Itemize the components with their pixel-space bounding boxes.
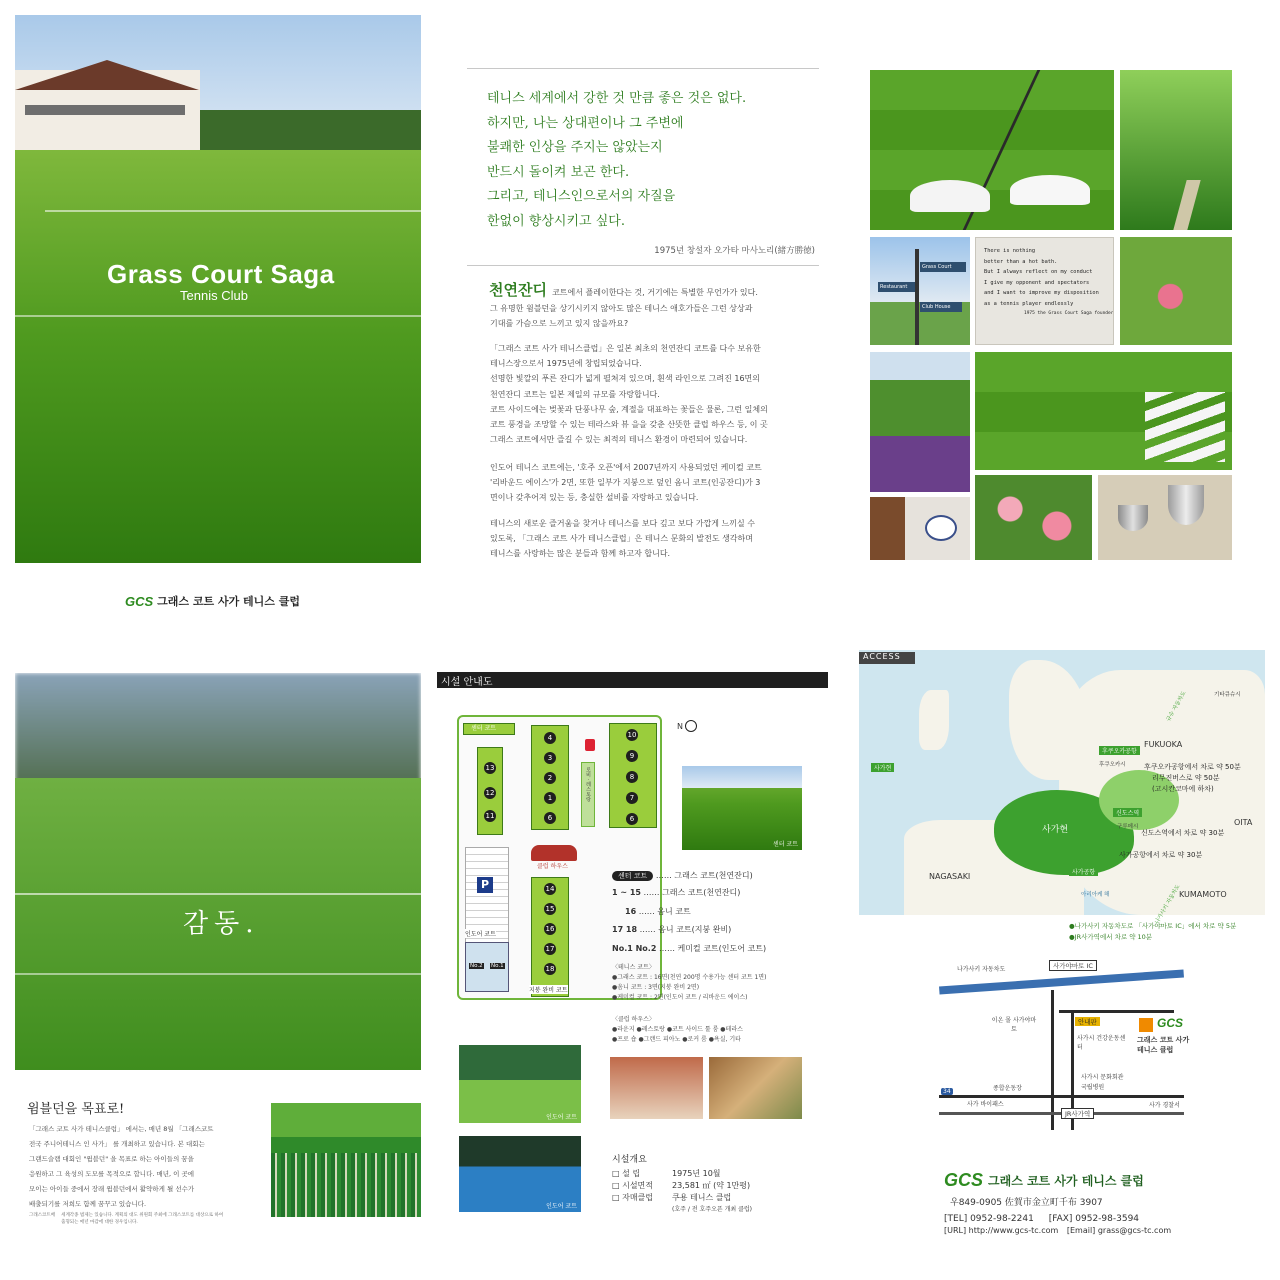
facility-header: 시설 안내도 xyxy=(437,672,828,688)
cover-logo xyxy=(125,593,300,609)
intro-paragraph-1: 「그래스 코트 사가 테니스클럽」은 일본 최초의 천연잔디 코트를 다수 보유한 테니스장으로서 1975년에 창립되었습니다. 선명한 빛깔의 푸른 잔디가 넓게 펼쳐져 있으며, 흰색 라인으로 그려진 16면의 천연잔디 코트는 일본 제일의 규모를 자랑합니다. 코트 사이드에는 벚꽃과 단풍나무 숲, 계절을 대표하는 꽃들은 물론, 그런 일체의 코트 풍경을 조망할 수 있는 테라스와 뷰 을을 갖춘 산뜻한 클럽 하우스 등, 이 곳 그래스 코트에서만 즐길 수 있는 최적의 테니스 환경이 마련되어 있습니다. xyxy=(490,344,768,445)
courts-group-d xyxy=(531,877,569,997)
legend-center-court: 센터 코트 …… 그래스 코트(천연잔디) xyxy=(612,870,753,881)
indoor-court-photo: 인도어 코트 xyxy=(459,1045,581,1123)
access-map: ACCESS FUKUOKA OITA NAGASAKI KUMAMOTO 사가현 사가현 기타큐슈시 규슈 자동차도 후쿠오카공항 후쿠오카시 신도스역 구루메시 사가공항 아리아케 해 나가사키 자동차도 후쿠오카공항에서 차로 약 50분 리무진버스로 약 50분 (고시칸코마에 하차) 신도스역에서 차로 약 30분 사가공항에서 차로 약 30분 xyxy=(859,650,1265,915)
teacup-photo xyxy=(870,497,970,560)
legend-chemical-court: No.1 No.2 …… 케미컬 코트(인도어 코트) xyxy=(612,944,767,953)
blurred-court-photo xyxy=(15,673,421,1070)
gcs-logo-footer-icon: GCS xyxy=(944,1170,984,1190)
wimbledon-heading: 윔블던을 목표로! xyxy=(27,1102,125,1117)
local-map: 나가사키 자동차도 사가야마토 IC 이온 몰 사가야마토 안내판 사가시 건강운동센터 사가시 문화회관 국립병원 종합운동장 사가 바이패스 사가 경찰서 JR사가역 34 GCS 그래스 코트 사가 테니스 클럽 xyxy=(939,950,1184,1135)
access-bottom-notes: ●나가사키 자동차도로 「사가야마토 IC」에서 차로 약 5분 ●JR사가역에서 차로 약 10분 xyxy=(1069,922,1237,941)
tennis-court-info: 〈테니스 코트〉 ●그래스 코트 : 16면(천연 200명 수용가능 센터 코트 1면) ●옴니 코트 : 3면(지붕 완비 2면) ●케미컬 코트 : 2면(인도어 코트 / 리바운드 에이스) xyxy=(612,964,767,1001)
cover-subtitle: Tennis Club xyxy=(180,288,248,303)
route-notes: 후쿠오카공항에서 차로 약 50분 리무진버스로 약 50분 (고시칸코마에 하차) xyxy=(1144,763,1241,793)
overview-table: □ 설 립 1975년 10월 □ 시설면적 23,581 ㎡ (약 1만평) □ 자매클럽 쿠용 테니스 클럽 (호주 / 전 호주오픈 개최 클럽) xyxy=(612,1169,752,1213)
intro-paragraph-3: 테니스의 새로운 즐거움을 찾거나 테니스를 보다 깊고 보다 가깝게 느끼실 수 있도록, 「그래스 코트 사가 테니스클럽」은 테니스 문화의 발전도 생각하며 테니스를 사랑하는 많은 분들과 함께 하고자 합니다. xyxy=(490,519,755,559)
legend-covered-omni: 17 18 …… 옴니 코트(지붕 완비) xyxy=(612,925,732,934)
club-url-link[interactable]: [URL] http://www.gcs-tc.com xyxy=(944,1226,1059,1235)
access-panel xyxy=(859,650,1265,1265)
cover-club-name: 그래스 코트 사가 테니스 클럽 xyxy=(157,595,301,608)
emotion-panel xyxy=(15,650,421,1265)
mural-photo xyxy=(709,1057,802,1119)
clubhouse-building xyxy=(15,70,200,150)
trophy-photo xyxy=(1098,475,1232,560)
center-court-photo: 센터 코트 xyxy=(682,766,802,850)
parasol-court-photo xyxy=(975,352,1232,470)
legend-grass-courts: 1 ~ 15 …… 그래스 코트(천연잔디) xyxy=(612,888,741,897)
intro-panel xyxy=(437,15,843,630)
flower-photo xyxy=(1120,237,1232,345)
site-map: 센터 코트 13 12 11 4 3 2 1 6 로비 · 레스토랑 10 9 8 7 6 클럽 하우스 P 14 15 16 17 18 지붕 완비 코트 No.2 No.1 인도어 코트 xyxy=(457,715,662,1000)
quote-board-photo: There is nothing better than a hot bath. But I always reflect on my conduct I give my opponent and spectators and I want to improve my disposition as a tennis player endlessly 1975 the Grass Court Saga founder xyxy=(975,237,1114,345)
legend-omni-court: 16 …… 옴니 코트 xyxy=(625,907,691,916)
access-header: ACCESS xyxy=(859,652,915,664)
photo-collage-panel xyxy=(859,15,1265,630)
roses-photo xyxy=(975,475,1092,560)
access-footer: GCS 그래스 코트 사가 테니스 클럽 우849-0905 佐賀市金立町千布 3907 [TEL] 0952-98-2241 [FAX] 0952-98-3594 [URL] http://www.gcs-tc.com [Email] grass@gcs-tc.com xyxy=(944,1170,1172,1235)
tree-path-photo xyxy=(1120,70,1232,230)
court-photo-aerial xyxy=(870,70,1114,230)
wimbledon-text: 「그래스 코트 사가 테니스클럽」 에서는, 매년 8월 「그래스코트 전국 주니어테니스 인 사가」 를 개최하고 있습니다. 본 대회는 그랜드슬램 대회인 "윔블던" 을 목표로 하는 아이들의 꿈을 응원하고 그 육성의 도모를 목적으로 합니다. 매년, 이 곳에 모이는 아이들 중에서 장래 윔블던에서 활약하게 될 선수가 배출되기를 저희도 함께 꿈꾸고 있습니다. xyxy=(29,1125,214,1208)
intro-lead: 그 유명한 윔블던을 상기시키지 않아도 많은 테니스 애호가들은 그런 상상과 기대를 가슴으로 느끼고 있지 않을까요? xyxy=(490,304,753,328)
intro-heading: 천연잔디 코트에서 플레이한다는 것, 거기에는 특별한 무언가가 있다. xyxy=(489,281,758,299)
club-marker-icon xyxy=(1139,1018,1153,1032)
quote-author: 1975년 창설자 오가타 마사노리(緒方勝徳) xyxy=(654,246,815,256)
lobby-strip: 로비 · 레스토랑 xyxy=(581,762,595,827)
gcs-logo-icon: GCS xyxy=(125,593,154,609)
parking-icon: P xyxy=(477,877,493,893)
purple-flowers-photo xyxy=(870,352,970,492)
signpost-photo: Grass Court Restaurant Club House xyxy=(870,237,970,345)
restroom-icon xyxy=(585,739,595,751)
emotion-word: 감동. xyxy=(183,909,260,939)
expressway-line xyxy=(939,969,1184,994)
clubhouse-info: 〈클럽 하우스〉 ●라운지 ●레스토랑 ●코트 사이드 툴 룸 ●테라스 ●프로 숍 ●그랜드 피아노 ●로커 룸 ●욕실, 기타 xyxy=(612,1016,743,1043)
wimbledon-footnote: 그래스코트배 세계각종 법제는 있습니다. 계획의 대도 위원회 주최에 그래스코트를 대상으로 하여 출형되는 매년 마감에 대한 경우입니다. xyxy=(29,1213,224,1225)
intro-paragraph-2: 인도어 테니스 코트에는, '호주 오픈'에서 2007년까지 사용되었던 케미컬 코트 '리바운드 에이스'가 2면, 또한 일부가 지붕으로 덮인 옴니 코트(인공잔디)가 3 면이나 갖추어져 있는 등, 충실한 설비를 자랑하고 있습니다. xyxy=(490,463,762,503)
signpost-icon xyxy=(915,249,919,345)
overview-title: 시설개요 xyxy=(612,1155,647,1165)
lounge-photo xyxy=(610,1057,703,1119)
clubhouse-marker xyxy=(531,845,577,861)
indoor-hardcourt-photo: 인도어 코트 xyxy=(459,1136,581,1212)
trophy-icon xyxy=(1168,485,1204,525)
club-email-link[interactable]: [Email] grass@gcs-tc.com xyxy=(1066,1226,1172,1235)
cover-title: Grass Court Saga xyxy=(107,259,335,289)
cover-photo xyxy=(15,15,421,563)
north-icon: N xyxy=(677,720,697,732)
founder-quote: 테니스 세계에서 강한 것 만큼 좋은 것은 없다. 하지만, 나는 상대편이나 그 주변에 불쾌한 인상을 주지는 않았는지 반드시 돌이켜 보곤 한다. 그리고, 테니스인으로서의 자질을 한없이 향상시키고 싶다. xyxy=(487,91,747,229)
junior-group-photo xyxy=(271,1103,421,1217)
indoor-court-block: No.2 No.1 xyxy=(465,942,509,992)
cover-panel xyxy=(15,15,421,630)
facility-panel xyxy=(437,650,843,1265)
